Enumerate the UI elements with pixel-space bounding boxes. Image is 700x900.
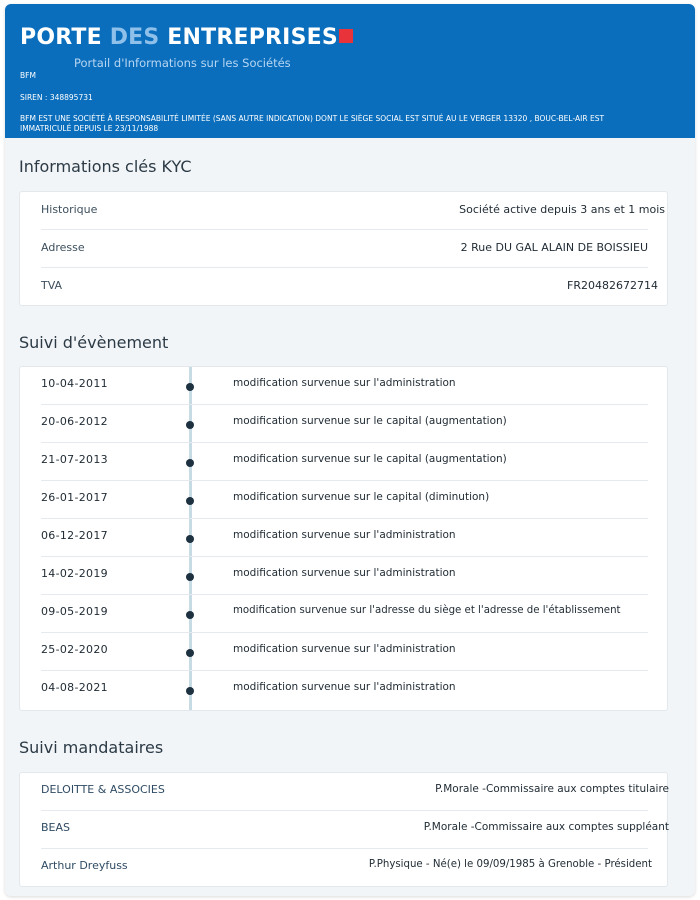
brand-square-icon xyxy=(339,29,353,43)
event-date: 21-07-2013 xyxy=(41,453,108,466)
mandataires-section-title: Suivi mandataires xyxy=(19,738,164,757)
event-date: 14-02-2019 xyxy=(41,567,108,580)
page-frame xyxy=(5,4,695,896)
kyc-label: TVA xyxy=(41,279,63,292)
timeline-dot-icon xyxy=(186,383,194,391)
kyc-value: Société active depuis 3 ans et 1 mois xyxy=(459,203,665,216)
mandataire-name-link[interactable]: DELOITTE & ASSOCIES xyxy=(41,783,165,796)
mandataire-row xyxy=(41,849,652,887)
mandataire-role: P.Morale -Commissaire aux comptes suppléant xyxy=(423,821,669,833)
timeline-item xyxy=(41,595,648,633)
mandataire-name-link[interactable]: Arthur Dreyfuss xyxy=(41,859,128,872)
event-date: 26-01-2017 xyxy=(41,491,108,504)
timeline-item xyxy=(41,367,648,405)
timeline-dot-icon xyxy=(186,497,194,505)
event-date: 10-04-2011 xyxy=(41,377,108,390)
kyc-label: Historique xyxy=(41,203,98,216)
events-section-title: Suivi d'évènement xyxy=(19,333,169,352)
timeline-item xyxy=(41,481,648,519)
company-description: BFM EST UNE SOCIÉTÉ À RESPONSABILITÉ LIMITÉE (SANS AUTRE INDICATION) DONT LE SIÈGE SOCIAL EST SITUÉ AU LE VERGER 13320 , BOUC-BEL-AIR EST IMMATRICULÉ DEPUIS LE 23/11/1988 xyxy=(20,114,605,133)
event-text: modification survenue sur le capital (augmentation) xyxy=(233,415,507,427)
timeline-dot-icon xyxy=(186,573,194,581)
event-text: modification survenue sur le capital (augmentation) xyxy=(233,453,507,465)
timeline-item xyxy=(41,405,648,443)
timeline-item xyxy=(41,557,648,595)
event-text: modification survenue sur l'administration xyxy=(233,529,456,541)
brand-word-des: DES xyxy=(109,25,168,50)
mandataires-card xyxy=(19,772,668,887)
event-date: 06-12-2017 xyxy=(41,529,108,542)
header-banner xyxy=(5,4,695,138)
kyc-value: 2 Rue DU GAL ALAIN DE BOISSIEU xyxy=(460,241,648,254)
event-text: modification survenue sur l'administration xyxy=(233,377,456,389)
kyc-value: FR20482672714 xyxy=(567,279,658,292)
mandataire-row xyxy=(41,773,669,811)
event-date: 25-02-2020 xyxy=(41,643,108,656)
site-subtitle: Portail d'Informations sur les Sociétés xyxy=(74,56,291,70)
kyc-row-adresse xyxy=(41,230,648,268)
timeline-dot-icon xyxy=(186,649,194,657)
mandataire-role: P.Morale -Commissaire aux comptes titulaire xyxy=(435,783,669,795)
mandataire-name-link[interactable]: BEAS xyxy=(41,821,71,834)
timeline-item xyxy=(41,443,648,481)
company-siren: SIREN : 348895731 xyxy=(20,93,93,102)
event-text: modification survenue sur l'administration xyxy=(233,643,456,655)
event-text: modification survenue sur l'adresse du siège et l'adresse de l'établissement xyxy=(233,605,621,616)
timeline-dot-icon xyxy=(186,535,194,543)
kyc-card xyxy=(19,191,668,306)
timeline-item xyxy=(41,519,648,557)
kyc-label: Adresse xyxy=(41,241,85,254)
event-date: 04-08-2021 xyxy=(41,681,108,694)
event-text: modification survenue sur l'administration xyxy=(233,567,456,579)
timeline-dot-icon xyxy=(186,611,194,619)
event-text: modification survenue sur l'administration xyxy=(233,681,456,693)
kyc-row-historique xyxy=(41,192,665,230)
brand-logo[interactable] xyxy=(20,25,353,51)
event-date: 20-06-2012 xyxy=(41,415,108,428)
kyc-section-title: Informations clés KYC xyxy=(19,157,192,176)
timeline-item xyxy=(41,671,648,709)
mandataire-role: P.Physique - Né(e) le 09/09/1985 à Grenoble - Président xyxy=(368,859,652,870)
event-date: 09-05-2019 xyxy=(41,605,108,618)
mandataire-row xyxy=(41,811,669,849)
timeline-dot-icon xyxy=(186,459,194,467)
company-name: BFM xyxy=(20,71,36,80)
kyc-row-tva xyxy=(41,268,658,306)
timeline-dot-icon xyxy=(186,421,194,429)
event-text: modification survenue sur le capital (diminution) xyxy=(233,491,490,503)
timeline-item xyxy=(41,633,648,671)
timeline-dot-icon xyxy=(186,687,194,695)
brand-word-porte: PORTE xyxy=(20,25,110,50)
brand-word-entreprises: ENTREPRISES xyxy=(167,25,338,50)
events-card xyxy=(19,366,668,711)
